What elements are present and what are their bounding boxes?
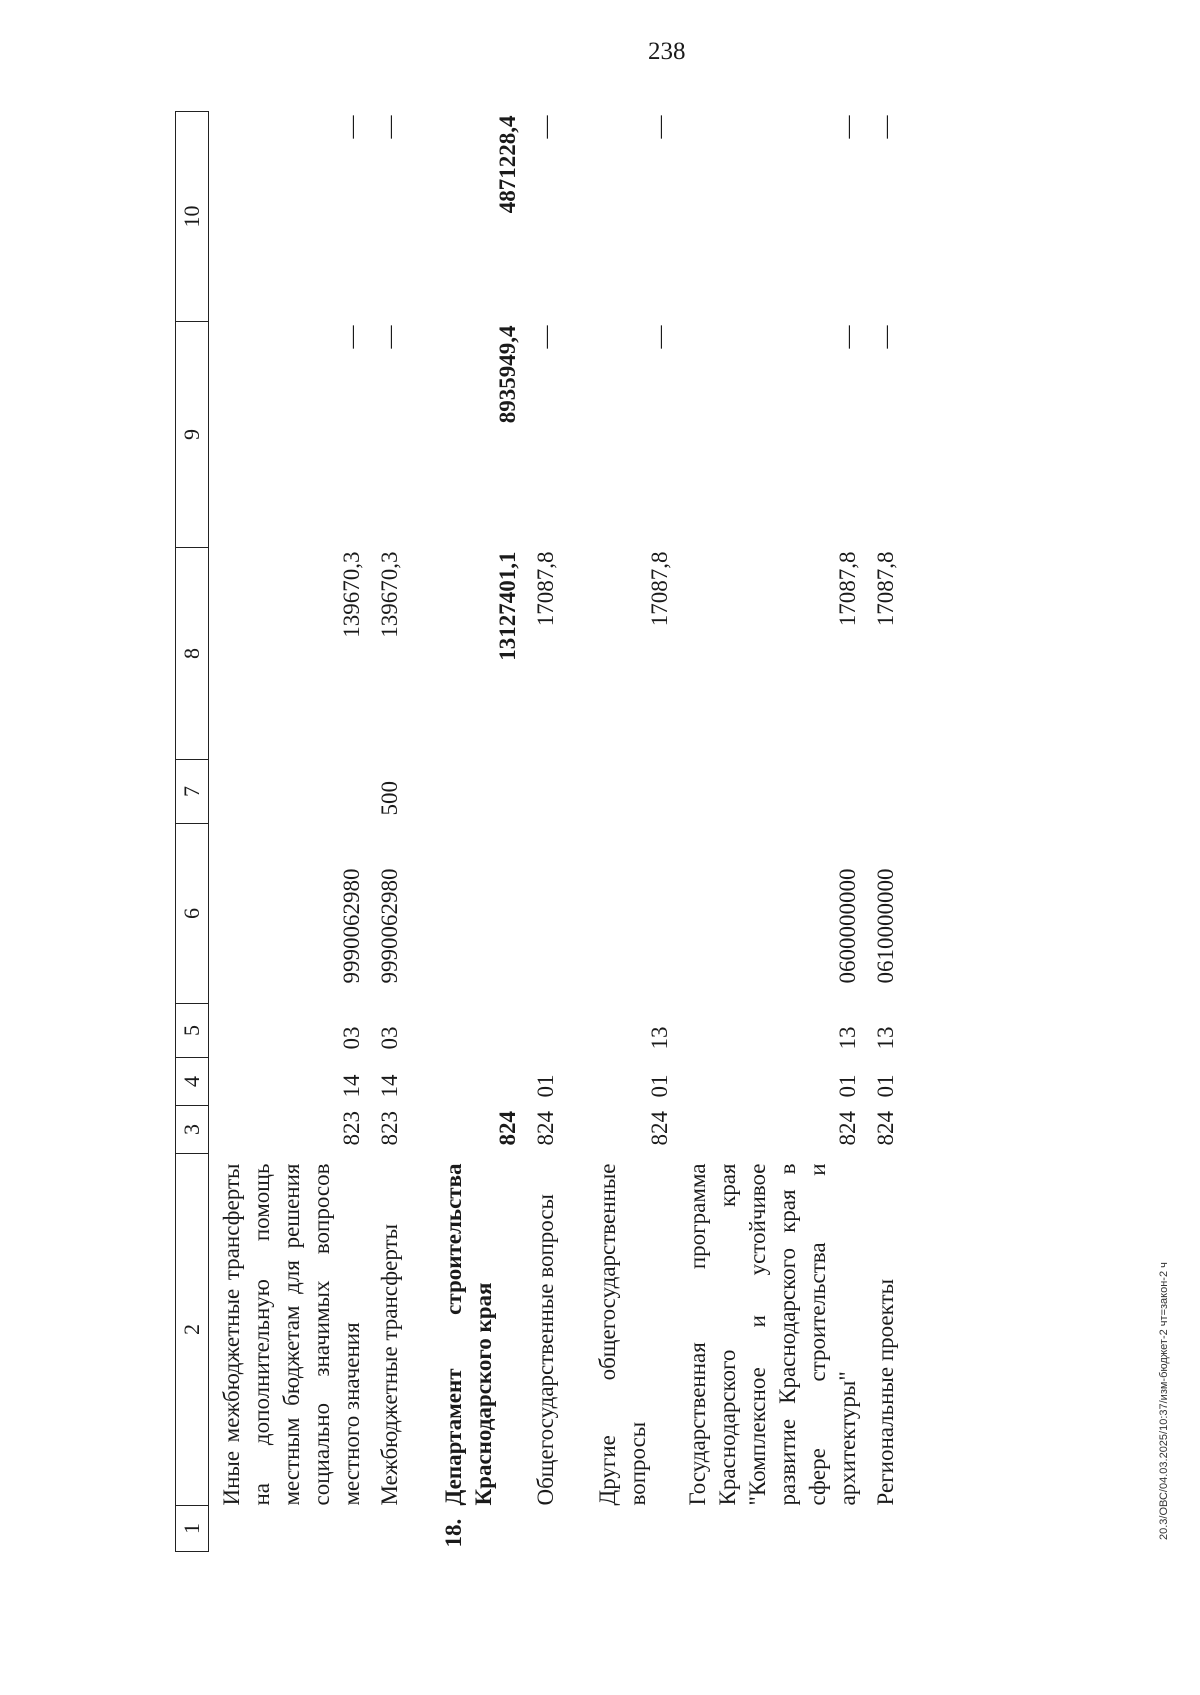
cell-target-article: [431, 824, 523, 1004]
cell-expense-type: [675, 760, 863, 824]
row-name: Региональные проекты: [873, 1278, 898, 1506]
table-row-department: [431, 112, 523, 1552]
cell-ministry: 823: [377, 1111, 402, 1146]
cell-amount-total: 139670,3: [377, 551, 402, 638]
cell-subsection: [431, 1004, 523, 1058]
cell-subsection: 13: [647, 1026, 672, 1050]
rotated-table-container: [175, 112, 1045, 1552]
header-cell: 8: [176, 548, 209, 760]
row-number: [367, 1506, 431, 1552]
cell-ministry: 824: [835, 1111, 860, 1146]
cell-target-article: 0600000000: [835, 868, 860, 984]
cell-subsection: 13: [835, 1026, 860, 1050]
cell-amount-2: —: [873, 325, 898, 349]
row-number: [863, 1506, 923, 1552]
cell-section: [431, 1058, 523, 1106]
cell-section: 01: [647, 1074, 672, 1098]
cell-section: 14: [377, 1074, 402, 1098]
cell-target-article: 9990062980: [377, 868, 402, 984]
header-cell: 5: [176, 1004, 209, 1058]
cell-section: 14: [339, 1074, 364, 1098]
document-code: 20.3/ОВС/04.03.2025/10:37/изм-бюджет-2 чт=закон-2 ч: [1158, 1262, 1170, 1540]
cell-ministry: 824: [647, 1111, 672, 1146]
header-cell: 7: [176, 760, 209, 824]
cell-subsection: 13: [873, 1026, 898, 1050]
cell-section: 01: [873, 1074, 898, 1098]
cell-ministry: 823: [339, 1111, 364, 1146]
cell-amount-3: —: [835, 115, 860, 139]
cell-section: 01: [533, 1074, 558, 1098]
cell-amount-3: —: [339, 115, 364, 139]
header-cell: 1: [176, 1506, 209, 1552]
cell-amount-total: 139670,3: [339, 551, 364, 638]
cell-expense-type: [863, 760, 923, 824]
cell-amount-total: 17087,8: [835, 551, 860, 627]
row-name: Межбюджетные трансферты: [377, 1223, 402, 1506]
cell-target-article: 9990062980: [339, 868, 364, 984]
cell-ministry: 824: [533, 1111, 558, 1146]
header-cell: 10: [176, 112, 209, 322]
cell-expense-type: [585, 760, 675, 824]
cell-amount-3: 4871228,4: [495, 115, 520, 214]
header-cell: 3: [176, 1106, 209, 1154]
cell-subsection: 03: [339, 1026, 364, 1050]
cell-amount-2: 8935949,4: [495, 325, 520, 424]
budget-table: [175, 111, 923, 1552]
table-row: [209, 112, 368, 1552]
cell-section: 01: [835, 1074, 860, 1098]
cell-subsection: [523, 1004, 585, 1058]
row-number: [209, 1506, 368, 1552]
cell-amount-3: —: [377, 115, 402, 139]
row-name: Государственная программа Краснодарского края "Комплексное и устойчивое развитие Краснодарского края в сфере строительства и архитектуры": [685, 1163, 860, 1506]
cell-amount-total: 17087,8: [533, 551, 558, 627]
header-row: [176, 112, 209, 1552]
table-row: [585, 112, 675, 1552]
cell-ministry: 824: [873, 1111, 898, 1146]
table-row: [863, 112, 923, 1552]
row-number: [523, 1506, 585, 1552]
cell-amount-2: —: [533, 325, 558, 349]
cell-expense-type: [209, 760, 368, 824]
cell-expense-type: 500: [377, 781, 402, 816]
cell-amount-2: —: [377, 325, 402, 349]
header-cell: 9: [176, 322, 209, 548]
cell-amount-3: —: [533, 115, 558, 139]
page-number: 238: [648, 38, 686, 65]
cell-ministry: 824: [495, 1111, 520, 1146]
row-name: Общегосударственные вопросы: [533, 1194, 558, 1506]
row-name: Иные межбюджетные трансферты на дополнительную помощь местным бюджетам для решения социально значимых вопросов местного значения: [219, 1163, 364, 1506]
row-number: [675, 1506, 863, 1552]
cell-expense-type: [431, 760, 523, 824]
cell-target-article: [585, 824, 675, 1004]
cell-amount-total: 17087,8: [873, 551, 898, 627]
cell-amount-2: —: [835, 325, 860, 349]
table-row: [675, 112, 863, 1552]
row-name: Другие общегосударственные вопросы: [595, 1163, 650, 1506]
cell-target-article: [523, 824, 585, 1004]
cell-expense-type: [523, 760, 585, 824]
table-row: [367, 112, 431, 1552]
cell-amount-3: —: [873, 115, 898, 139]
cell-subsection: 03: [377, 1026, 402, 1050]
cell-amount-total: 13127401,1: [495, 551, 520, 661]
cell-amount-2: —: [647, 325, 672, 349]
row-number: 18.: [441, 1518, 466, 1548]
cell-amount-2: —: [339, 325, 364, 349]
cell-amount-3: —: [647, 115, 672, 139]
row-number: [585, 1506, 675, 1552]
cell-amount-total: 17087,8: [647, 551, 672, 627]
row-name: Департамент строительства Краснодарского края: [441, 1163, 496, 1506]
cell-target-article: 0610000000: [873, 868, 898, 984]
table-row: [523, 112, 585, 1552]
header-cell: 4: [176, 1058, 209, 1106]
header-cell: 6: [176, 824, 209, 1004]
header-cell: 2: [176, 1154, 209, 1506]
